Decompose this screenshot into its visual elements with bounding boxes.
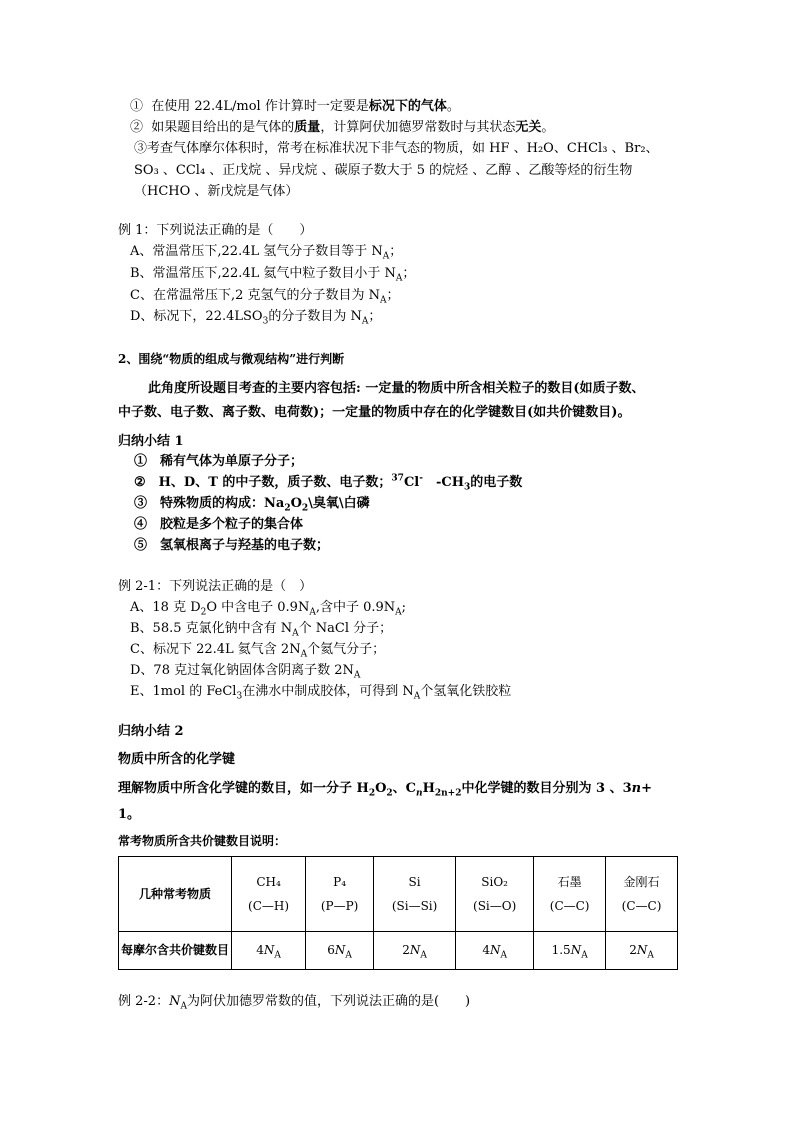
table-cell-si: Si (Si—Si) [374, 857, 456, 932]
covalent-bond-table [118, 856, 678, 970]
example-1-option-b: B、常温常压下,22.4L 氦气中粒子数目小于 $N_A$； [130, 266, 416, 284]
table-row1-label: 几种常考物质 [119, 857, 232, 932]
table-cell-ch4: CH₄ (C—H) [232, 857, 306, 932]
table-count-sio2: $4N_A$ [456, 931, 534, 969]
table-count-p4: $6N_A$ [306, 931, 374, 969]
intro-point-3-line3: （HCHO 、新戊烷是气体） [134, 184, 299, 199]
example-2-1-option-a: A、18 克 $D_2O$ 中含电子 $0.9N_A$,含中子 $0.9N_A$; [130, 600, 407, 618]
section-2-title: 2、围绕“物质的组成与微观结构”进行判断 [118, 352, 345, 366]
example-2-1-option-d: D、78 克过氧化钠固体含阴离子数 $2N_A$ [130, 663, 361, 681]
summary-1-item-3: ③ 特殊物质的构成：$Na_2O_2\backslash$臭氧\白磷 [134, 496, 370, 514]
table-cell-p4: P₄ (P—P) [306, 857, 374, 932]
intro-point-2: ② 如果题目给出的是气体的质量，计算阿伏加德罗常数时与其状态无关。 [130, 120, 555, 135]
section-2-text-line1: 此角度所设题目考查的主要内容包括: 一定量的物质中所含相关粒子的数目(如质子数、 [148, 381, 645, 396]
example-2-1-option-c: C、标况下 22.4L 氦气含 $2N_A$个氦气分子； [130, 642, 386, 660]
table-count-ch4: $4N_A$ [232, 931, 306, 969]
summary-2-text-line2: 1。 [118, 807, 141, 822]
summary-1-item-1: ① 稀有气体为单原子分子； [134, 454, 304, 469]
section-2-text-line2: 中子数、电子数、离子数、电荷数)；一定量的物质中存在的化学键数目(如共价键数目)。 [118, 405, 631, 420]
example-1-option-c: C、在常温常压下,2 克氢气的分子数目为 $N_A$； [130, 288, 400, 306]
intro-point-1: ① 在使用 22.4L/mol 作计算时一定要是标况下的气体。 [130, 99, 460, 114]
summary-1-item-5: ⑤ 氢氧根离子与羟基的电子数； [134, 538, 330, 553]
summary-2-title: 归纳小结 2 [118, 724, 184, 739]
example-1-option-d: D、标况下，$22.4LSO_3$的分子数目为 $N_A$； [130, 309, 382, 327]
summary-2-text-line1: 理解物质中所含化学键的数目，如一分子 $H_2O_2$、$C_nH_{2n+2}$中化学键的数目分别为 3 、3n+ [118, 781, 652, 799]
summary-1-item-2: ② H、D、T 的中子数，质子数、电子数；$^{37}$Cl- $-CH_3$的电子数 [134, 473, 523, 493]
intro-point-3-line1: ③考查气体摩尔体积时，常考在标准状况下非气态的物质，如 HF 、H₂O、CHCl₃ 、Br₂、 [134, 141, 659, 156]
table-row [119, 931, 678, 969]
table-count-si: $2N_A$ [374, 931, 456, 969]
table-count-graphite: $1.5N_A$ [534, 931, 606, 969]
summary-1-item-4: ④ 胶粒是多个粒子的集合体 [134, 517, 304, 532]
example-2-2-stem: 例 2-2：$N_A$为阿伏加德罗常数的值，下列说法正确的是( ) [118, 994, 471, 1012]
table-cell-diamond: 金刚石 (C—C) [606, 857, 678, 932]
table-row2-label: 每摩尔含共价键数目 [119, 931, 232, 969]
table-caption: 常考物质所含共价键数目说明： [118, 834, 287, 848]
summary-1-title: 归纳小结 1 [118, 434, 184, 449]
table-count-diamond: $2N_A$ [606, 931, 678, 969]
example-2-1-stem: 例 2-1：下列说法正确的是（ ） [118, 579, 313, 594]
table-cell-graphite: 石墨 (C—C) [534, 857, 606, 932]
table-cell-sio2: SiO₂ (Si—O) [456, 857, 534, 932]
summary-2-subtitle: 物质中所含的化学键 [118, 752, 236, 767]
intro-point-3-line2: SO₃ 、CCl₄ 、正戊烷 、异戊烷 、碳原子数大于 5 的烷烃 、乙醇 、乙酸等烃的衍生物 [134, 163, 633, 178]
example-2-1-option-e: E、1mol 的 FeCl$_3$在沸水中制成胶体，可得到 $N_A$个氢氧化铁胶粒 [130, 684, 512, 702]
table-row [119, 857, 678, 932]
example-2-1-option-b: B、58.5 克氯化钠中含有 $N_A$个 NaCl 分子； [130, 621, 393, 639]
example-1-stem: 例 1：下列说法正确的是（ ） [118, 223, 313, 238]
example-1-option-a: A、常温常压下,22.4L 氢气分子数目等于 $N_A$； [130, 244, 403, 262]
